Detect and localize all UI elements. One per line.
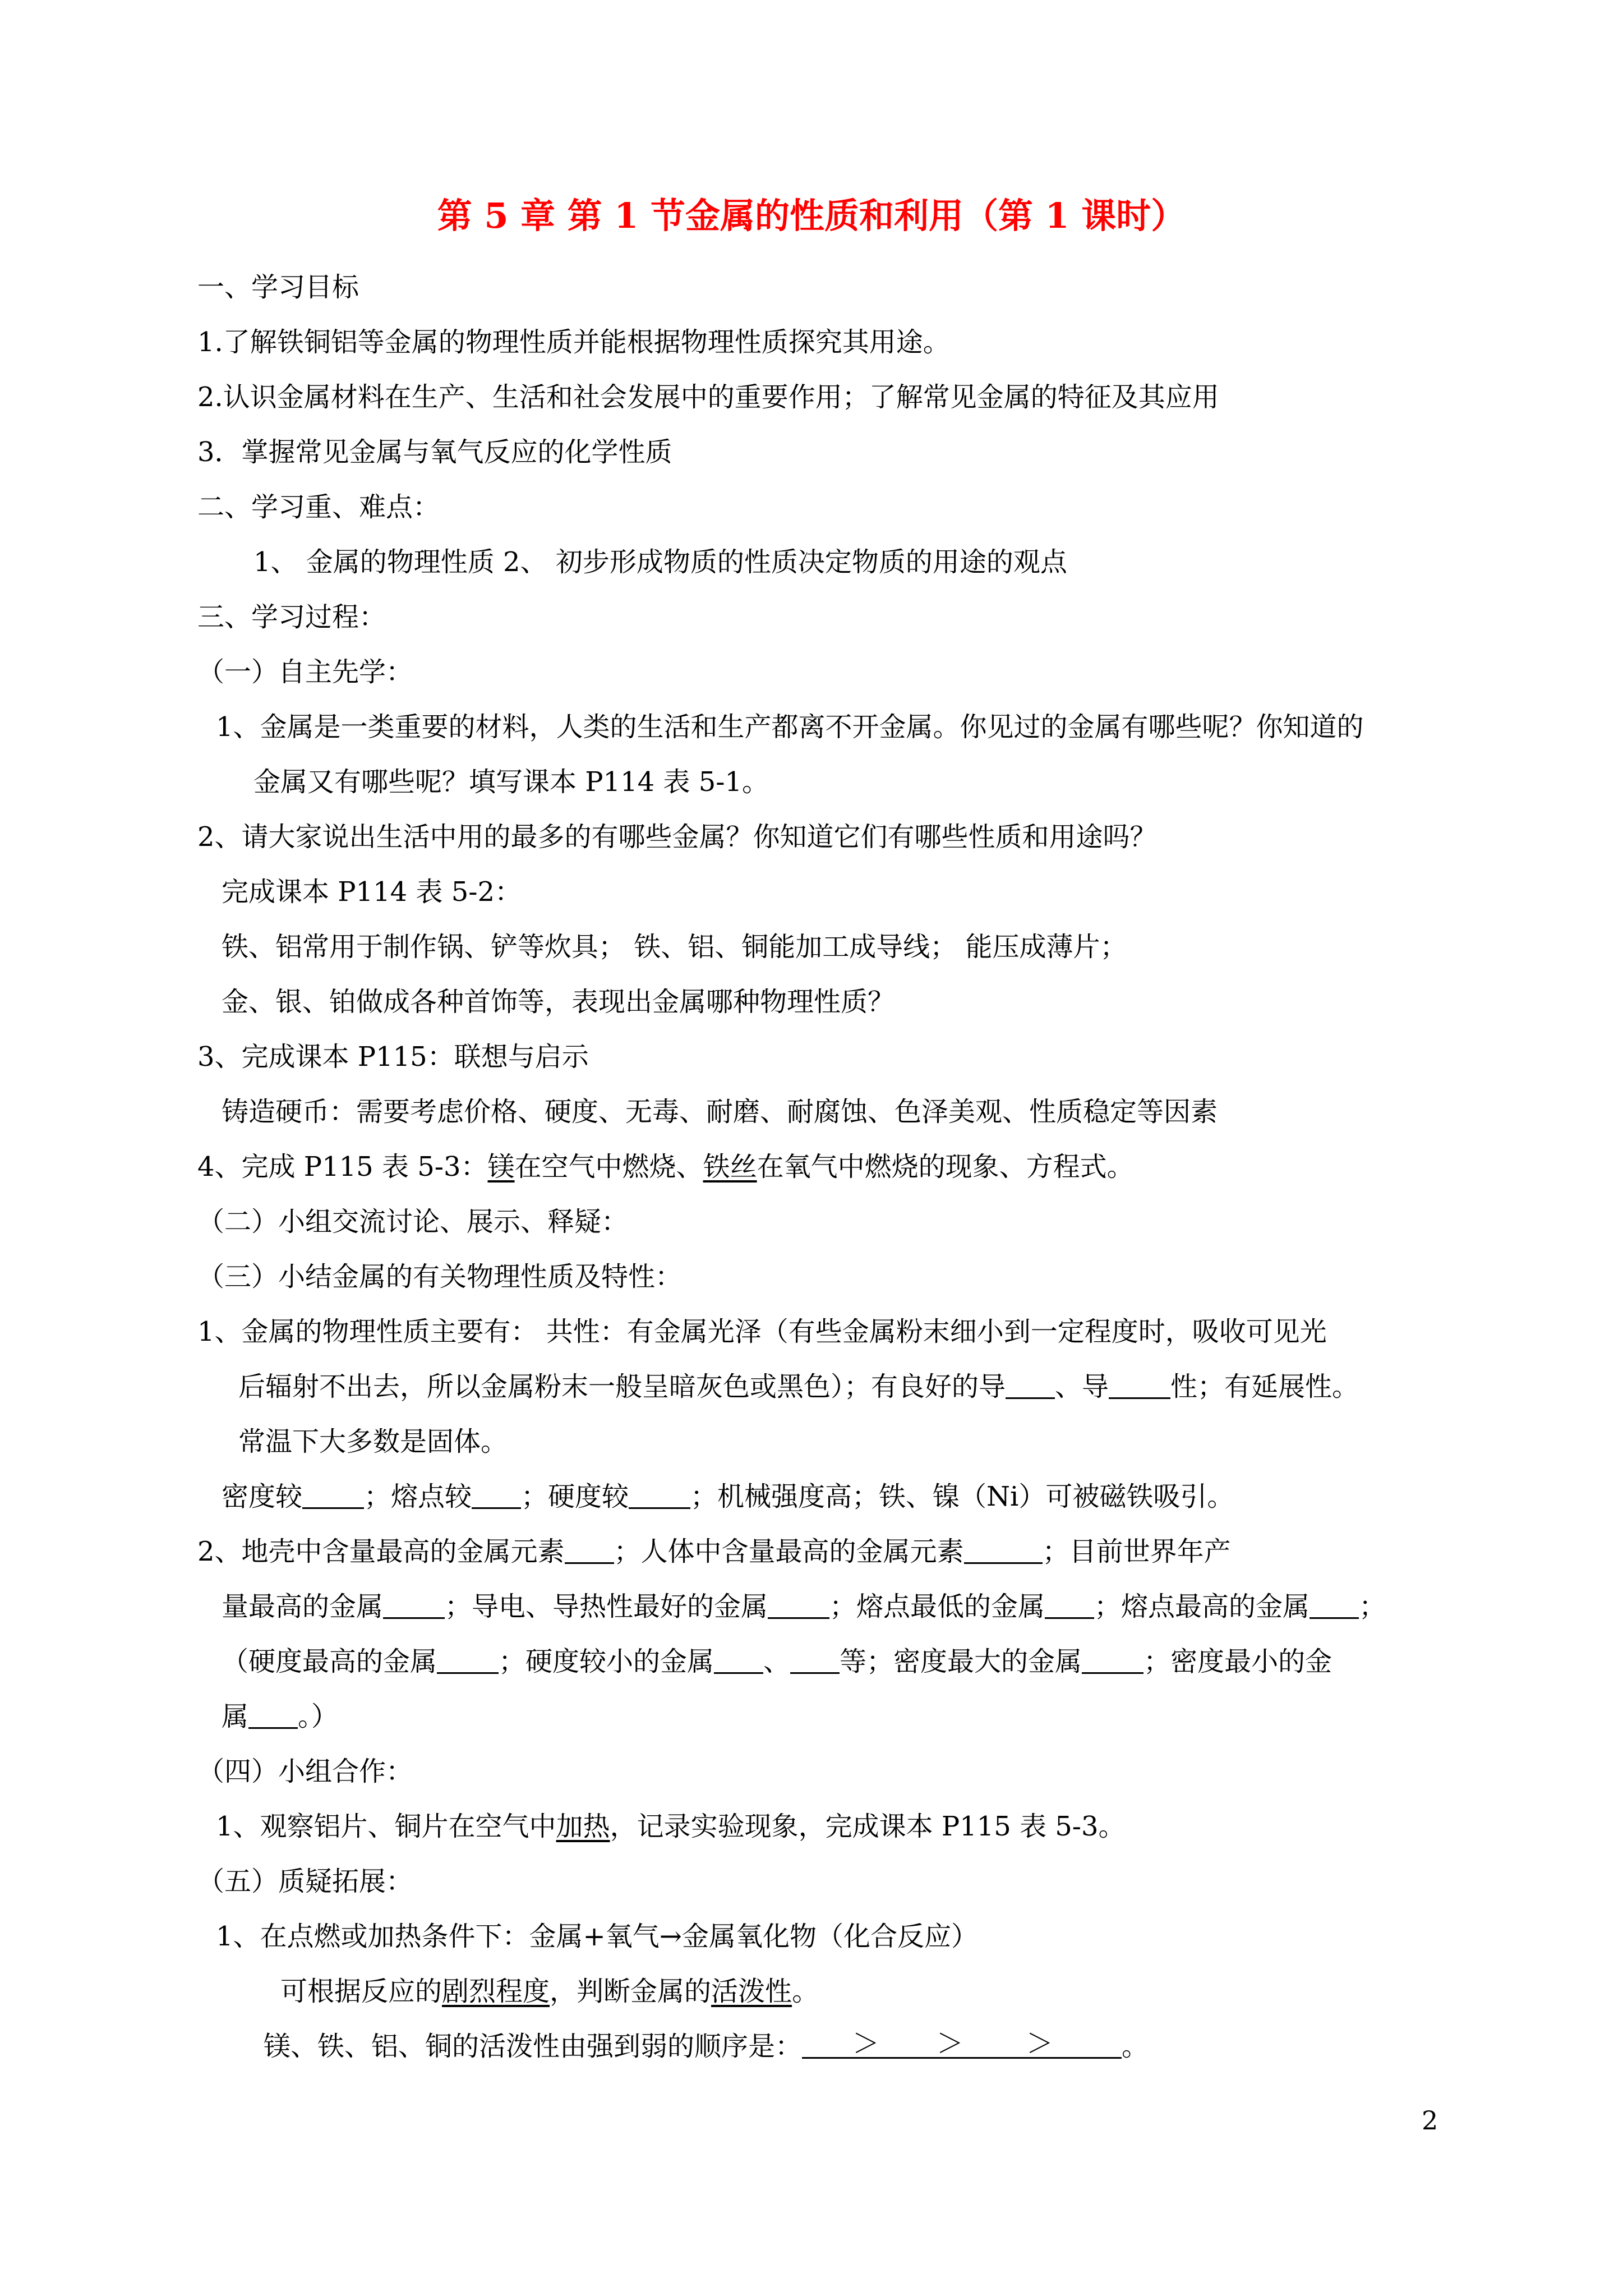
question-2-line-4: 金、银、铂做成各种首饰等，表现出金属哪种物理性质？ (222, 986, 895, 1018)
coop-text-a: 1、观察铝片、铜片在空气中 (216, 1811, 556, 1842)
iron-wire-term: 铁丝 (703, 1151, 757, 1182)
summary-2-text-j: ；硬度较小的金属 (499, 1646, 714, 1677)
goal-2: 2.认识金属材料在生产、生活和社会发展中的重要作用；了解常见金属的特征及其应用 (197, 381, 1219, 413)
summary-2-text-i: （硬度最高的金属 (222, 1646, 437, 1677)
summary-2-text-k: 、 (763, 1646, 791, 1677)
blank-body-metal[interactable] (964, 1538, 1043, 1564)
summary-2-text-e: ；导电、导热性最好的金属 (445, 1591, 768, 1622)
summary-2-line-1 (197, 1535, 1231, 1568)
blank-best-conductor-metal[interactable] (768, 1593, 829, 1619)
question-2-line-3: 铁、铝常用于制作锅、铲等炊具； 铁、铝、铜能加工成导线； 能压成薄片； (222, 931, 1127, 963)
summary-1-line-1: 1、金属的物理性质主要有： 共性：有金属光泽（有些金属粉末细小到一定程度时，吸收可见光 (197, 1316, 1327, 1347)
blank-highest-output-metal[interactable] (383, 1593, 445, 1619)
question-2-line-2: 完成课本 P114 表 5-2： (222, 876, 522, 908)
summary-2-text-b: ；人体中含量最高的金属元素 (614, 1536, 964, 1567)
blank-density[interactable] (302, 1483, 364, 1509)
summary-2-line-4 (222, 1700, 338, 1733)
summary-1-text-c: 性；有延展性。 (1170, 1371, 1359, 1402)
summary-2-text-n: 属 (222, 1701, 249, 1732)
extend-item-3 (264, 2030, 1149, 2063)
process-heading: 三、学习过程： (197, 601, 386, 633)
key-points: 1、 金属的物理性质 2、 初步形成物质的性质决定物质的用途的观点 (253, 546, 1067, 578)
blank-soft-metal-1[interactable] (714, 1648, 763, 1674)
summary-1-text-d: ；机械强度高；铁、镍（Ni）可被磁铁吸引。 (690, 1481, 1234, 1512)
greater-than-sign: ＞ (1026, 2028, 1054, 2059)
coop-text-b: ，记录实验现象，完成课本 P115 表 5-3。 (610, 1811, 1126, 1842)
question-3-line-2: 铸造硬币：需要考虑价格、硬度、无毒、耐磨、耐腐蚀、色泽美观、性质稳定等因素 (222, 1096, 1218, 1128)
coop-heading: （四）小组合作： (197, 1756, 413, 1787)
summary-1-line-3: 常温下大多数是固体。 (238, 1426, 508, 1457)
summary-2-text-d: 量最高的金属 (222, 1591, 384, 1622)
key-heading: 二、学习重、难点： (197, 491, 440, 523)
summary-2-text-m: ；密度最小的金 (1144, 1646, 1332, 1677)
blank-crust-metal[interactable] (565, 1538, 614, 1564)
blank-soft-metal-2[interactable] (790, 1648, 840, 1674)
page-number: 2 (1422, 2105, 1438, 2136)
activity-term: 活泼性 (711, 1976, 792, 2007)
summary-2-text-g: ；熔点最高的金属 (1094, 1591, 1310, 1622)
question-4-suffix: 在氧气中燃烧的现象、方程式。 (757, 1151, 1134, 1182)
melting-point-label: ；熔点较 (364, 1481, 472, 1512)
greater-than-sign: ＞ (852, 2028, 880, 2059)
extend-text-d: 镁、铁、铝、铜的活泼性由强到弱的顺序是： (264, 2031, 803, 2062)
question-4-mid: 在空气中燃烧、 (514, 1151, 703, 1182)
goal-3: 3．掌握常见金属与氧气反应的化学性质 (197, 436, 672, 468)
extend-text-c: 。 (792, 1976, 819, 2007)
summary-1-text-a: 后辐射不出去，所以金属粉末一般呈暗灰色或黑色）；有良好的导 (238, 1371, 1006, 1402)
summary-2-text-l: 等；密度最大的金属 (840, 1646, 1082, 1677)
self-study-heading: （一）自主先学： (197, 656, 413, 688)
blank-conduct-heat[interactable] (1109, 1373, 1170, 1399)
summary-1-text-b: 、导 (1055, 1371, 1109, 1402)
density-label: 密度较 (222, 1481, 303, 1512)
goal-1: 1.了解铁铜铝等金属的物理性质并能根据物理性质探究其用途。 (197, 326, 950, 358)
question-4 (197, 1150, 1134, 1184)
summary-2-line-3 (222, 1645, 1332, 1678)
question-1-line-1: 1、金属是一类重要的材料，人类的生活和生产都离不开金属。你见过的金属有哪些呢？你知道的 (216, 711, 1364, 743)
hardness-label: ；硬度较 (521, 1481, 629, 1512)
greater-than-sign: ＞ (937, 2028, 964, 2059)
heating-term: 加热 (556, 1811, 610, 1842)
coop-item-1 (216, 1810, 1126, 1843)
extend-item-1: 1、在点燃或加热条件下：金属+氧气→金属氧化物（化合反应） (216, 1921, 978, 1952)
blank-conduct-electric[interactable] (1006, 1373, 1055, 1399)
extend-text-e: 。 (1122, 2031, 1149, 2062)
magnesium-term: 镁 (487, 1151, 515, 1182)
question-3-line-1: 3、完成课本 P115：联想与启示 (197, 1041, 589, 1073)
blank-densest-metal[interactable] (1082, 1648, 1144, 1674)
blank-lowest-melting-metal[interactable] (1045, 1593, 1094, 1619)
summary-heading: （三）小结金属的有关物理性质及特性： (197, 1261, 683, 1292)
summary-2-text-o: 。） (298, 1701, 339, 1732)
blank-highest-melting-metal[interactable] (1310, 1593, 1359, 1619)
summary-2-text-f: ；熔点最低的金属 (829, 1591, 1045, 1622)
group-heading: （二）小组交流讨论、展示、释疑： (197, 1206, 629, 1237)
blank-melting-point[interactable] (472, 1483, 521, 1509)
blank-hardness[interactable] (629, 1483, 690, 1509)
page-title: 第 5 章 第 1 节金属的性质和利用（第 1 课时） (437, 195, 1186, 236)
activity-order-blank[interactable] (802, 2030, 1122, 2059)
summary-2-text-a: 2、地壳中含量最高的金属元素 (197, 1536, 565, 1567)
blank-hardest-metal[interactable] (437, 1648, 499, 1674)
extend-heading: （五）质疑拓展： (197, 1866, 413, 1897)
summary-2-line-2 (222, 1590, 1386, 1623)
question-2-line-1: 2、请大家说出生活中用的最多的有哪些金属？你知道它们有哪些性质和用途吗？ (197, 821, 1157, 853)
question-1-line-2: 金属又有哪些呢？填写课本 P114 表 5-1。 (253, 766, 769, 798)
intensity-term: 剧烈程度 (442, 1976, 550, 2007)
summary-2-text-h: ； (1359, 1591, 1386, 1622)
extend-item-2 (280, 1975, 819, 2008)
summary-1-line-2 (238, 1370, 1359, 1404)
summary-2-text-c: ；目前世界年产 (1042, 1536, 1231, 1567)
extend-text-b: ，判断金属的 (550, 1976, 712, 2007)
question-4-prefix: 4、完成 P115 表 5-3： (197, 1151, 488, 1182)
summary-1-line-4 (222, 1480, 1234, 1513)
goals-heading: 一、学习目标 (197, 272, 359, 303)
blank-least-dense-metal[interactable] (248, 1703, 298, 1729)
extend-text-a: 可根据反应的 (280, 1976, 442, 2007)
